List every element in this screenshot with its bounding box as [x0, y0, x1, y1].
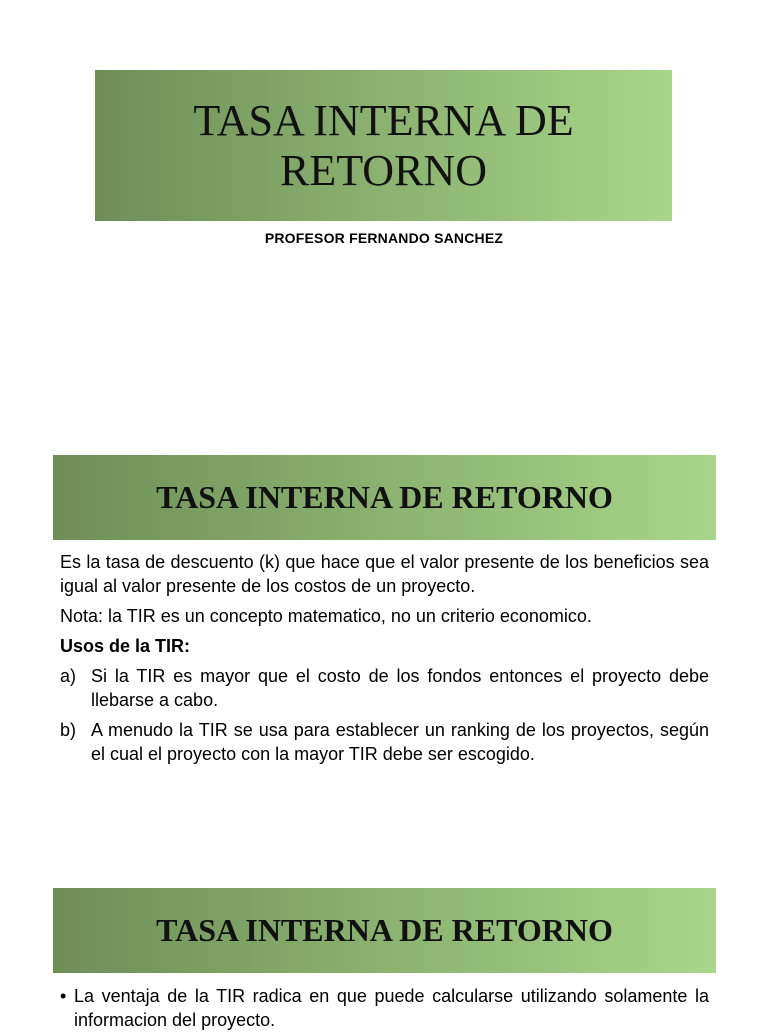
bullet-text: La ventaja de la TIR radica en que puede calcularse utilizando solamente la informacion del proyecto. — [74, 986, 709, 1030]
bullet-icon: • — [60, 986, 67, 1006]
list-item — [60, 718, 709, 766]
list-item — [60, 664, 709, 712]
note-paragraph: Nota: la TIR es un concepto matematico, no un criterio economico. — [60, 606, 592, 626]
uses-heading: Usos de la TIR: — [60, 636, 191, 656]
title-slide-banner — [95, 70, 672, 221]
list-item-text: A menudo la TIR se usa para establecer un ranking de los proyectos, según el cual el proyecto con la mayor TIR debe ser escogido. — [91, 720, 709, 764]
list-marker: a) — [60, 666, 77, 686]
main-title-line1: TASA INTERNA DE — [193, 95, 574, 145]
section-banner-1 — [53, 455, 716, 540]
list-item-text: Si la TIR es mayor que el costo de los fondos entonces el proyecto debe llebarse a cabo. — [91, 666, 709, 710]
slide3-body — [60, 984, 709, 1032]
presenter-subtitle: PROFESOR FERNANDO SANCHEZ — [264, 230, 504, 246]
section-title-2: TASA INTERNA DE RETORNO — [156, 912, 613, 948]
main-title-line2: RETORNO — [280, 145, 487, 195]
definition-paragraph: Es la tasa de descuento (k) que hace que el valor presente de los beneficios sea igual al valor presente de los costos de un proyecto. — [60, 552, 709, 596]
list-marker: b) — [60, 720, 77, 740]
bullet-item — [60, 984, 709, 1032]
section-banner-2 — [53, 888, 716, 973]
main-title — [193, 96, 573, 196]
slide2-body — [60, 550, 709, 772]
section-title-1: TASA INTERNA DE RETORNO — [156, 479, 613, 515]
